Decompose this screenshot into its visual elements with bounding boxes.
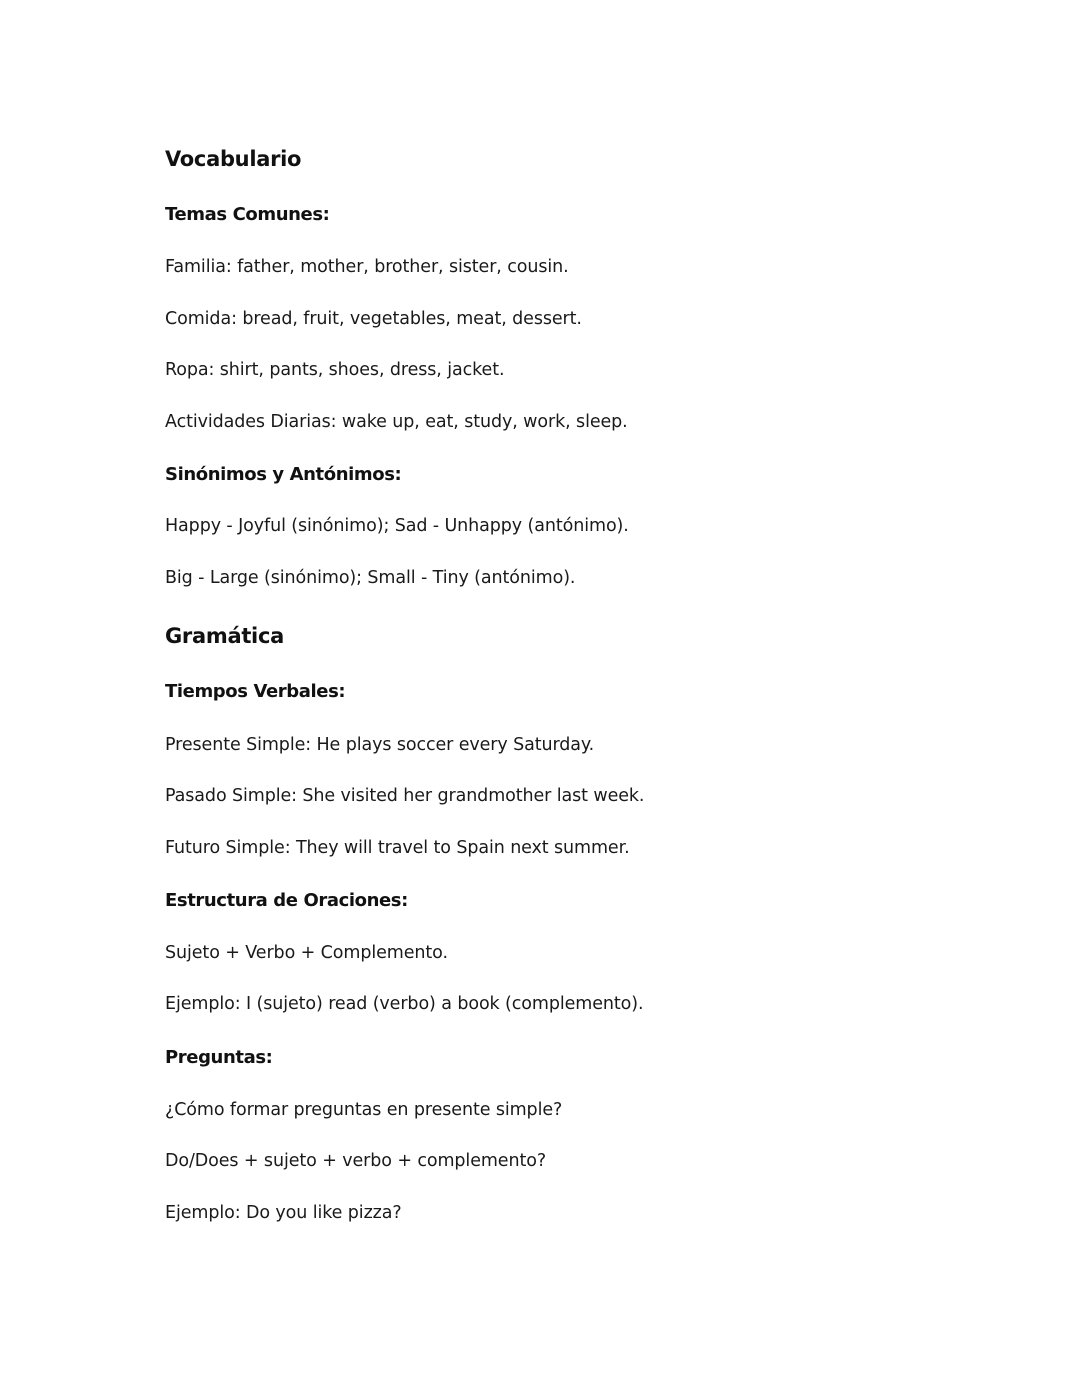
list-item: Familia: father, mother, brother, sister, cousin. <box>165 257 569 277</box>
subheading-estructura-oraciones: Estructura de Oraciones: <box>165 890 408 911</box>
list-item: Comida: bread, fruit, vegetables, meat, dessert. <box>165 309 582 329</box>
subheading-preguntas: Preguntas: <box>165 1047 273 1068</box>
list-item: Actividades Diarias: wake up, eat, study, work, sleep. <box>165 412 628 432</box>
list-item: Pasado Simple: She visited her grandmother last week. <box>165 786 645 806</box>
list-item: Big - Large (sinónimo); Small - Tiny (antónimo). <box>165 568 576 588</box>
list-item: Happy - Joyful (sinónimo); Sad - Unhappy (antónimo). <box>165 516 629 536</box>
subheading-sinonimos-antonimos: Sinónimos y Antónimos: <box>165 464 402 485</box>
list-item: Sujeto + Verbo + Complemento. <box>165 943 448 963</box>
list-item: Ropa: shirt, pants, shoes, dress, jacket. <box>165 360 505 380</box>
subheading-temas-comunes: Temas Comunes: <box>165 204 330 225</box>
list-item: Presente Simple: He plays soccer every Saturday. <box>165 735 595 755</box>
list-item: Ejemplo: Do you like pizza? <box>165 1203 402 1223</box>
subheading-tiempos-verbales: Tiempos Verbales: <box>165 681 346 702</box>
list-item: Do/Does + sujeto + verbo + complemento? <box>165 1151 547 1171</box>
list-item: Ejemplo: I (sujeto) read (verbo) a book (complemento). <box>165 994 644 1014</box>
section-title-vocabulario: Vocabulario <box>165 147 302 171</box>
section-title-gramatica: Gramática <box>165 624 284 648</box>
list-item: ¿Cómo formar preguntas en presente simple? <box>165 1100 563 1120</box>
list-item: Futuro Simple: They will travel to Spain next summer. <box>165 838 630 858</box>
